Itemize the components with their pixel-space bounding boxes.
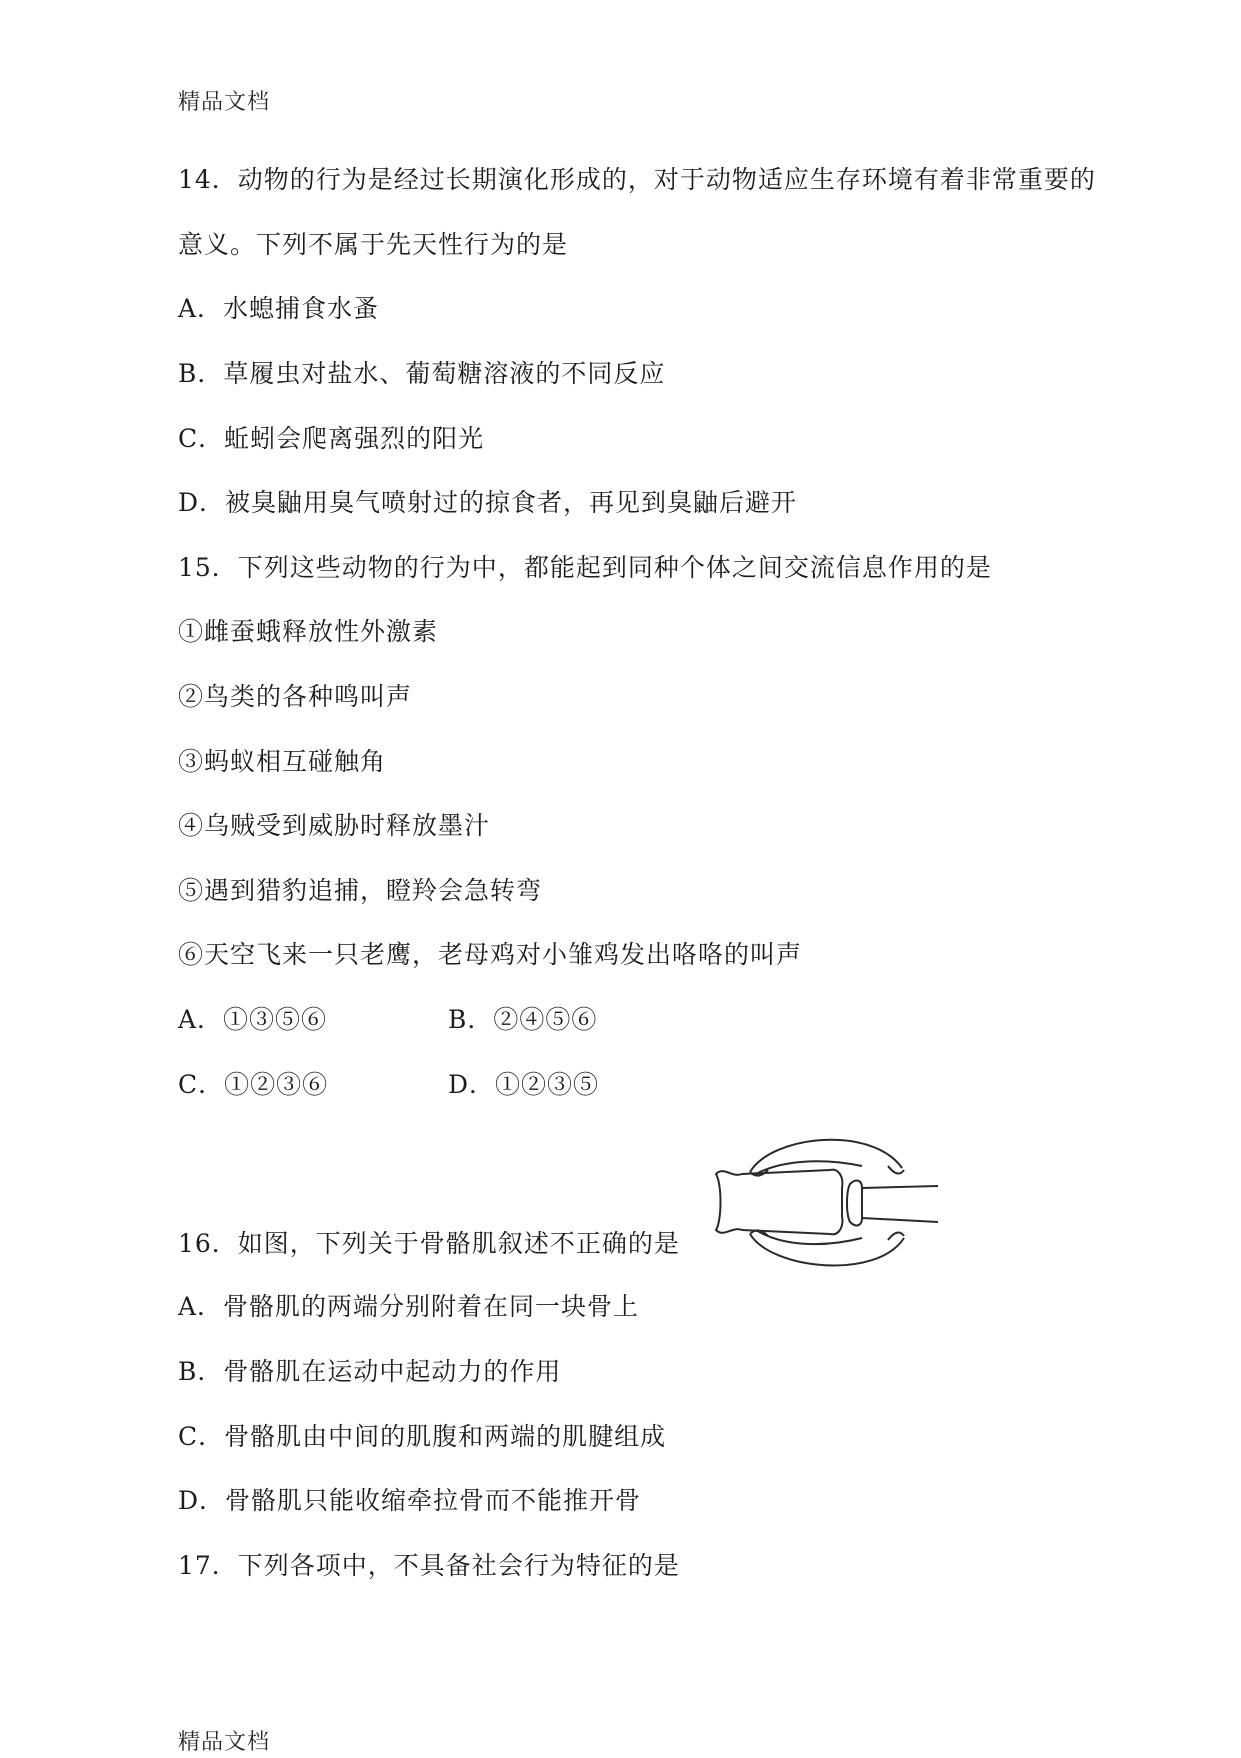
q15-item-2: ②鸟类的各种鸣叫声 [178,682,413,711]
q16-option-b: B．骨骼肌在运动中起动力的作用 [178,1357,562,1386]
q15-option-a: A．①③⑤⑥ [178,1005,328,1034]
muscle-belly-outline [750,1140,904,1266]
q15-option-c: C．①②③⑥ [178,1070,329,1099]
page-footer: 精品文档 [178,1730,271,1755]
tendon-right-bottom [888,1233,904,1240]
right-bone-head [847,1181,862,1226]
q15-item-6: ⑥天空飞来一只老鹰，老母鸡对小雏鸡发出咯咯的叫声 [178,940,803,969]
q15-option-d: D．①②③⑤ [448,1070,600,1099]
q17-stem: 17．下列各项中，不具备社会行为特征的是 [178,1551,680,1580]
q14-option-a: A．水螅捕食水蚤 [178,294,380,323]
q16-option-c: C．骨骼肌由中间的肌腹和两端的肌腱组成 [178,1422,667,1451]
q15-item-5: ⑤遇到猎豹追捕，瞪羚会急转弯 [178,876,543,905]
left-bone [716,1170,842,1235]
q15-stem: 15．下列这些动物的行为中，都能起到同种个体之间交流信息作用的是 [178,553,992,582]
q14-stem-line1: 14．动物的行为是经过长期演化形成的，对于动物适应生存环境有着非常重要的 [178,165,1096,194]
q16-stem: 16．如图，下列关于骨骼肌叙述不正确的是 [178,1229,680,1258]
q15-item-3: ③蚂蚁相互碰触角 [178,747,387,776]
q15-option-b: B．②④⑤⑥ [448,1005,598,1034]
q14-option-b: B．草履虫对盐水、葡萄糖溶液的不同反应 [178,359,666,388]
right-bone [862,1186,938,1222]
q15-item-4: ④乌贼受到威胁时释放墨汁 [178,811,491,840]
q16-option-d: D．骨骼肌只能收缩牵拉骨而不能推开骨 [178,1486,642,1515]
q14-option-c: C．蚯蚓会爬离强烈的阳光 [178,424,485,453]
q14-stem-line2: 意义。下列不属于先天性行为的是 [178,230,569,259]
q14-option-d: D．被臭鼬用臭气喷射过的掠食者，再见到臭鼬后避开 [178,488,798,517]
q15-item-1: ①雌蚕蛾释放性外激素 [178,617,439,646]
page-header: 精品文档 [178,90,271,115]
joint-muscle-figure [712,1130,942,1270]
q16-option-a: A．骨骼肌的两端分别附着在同一块骨上 [178,1292,640,1321]
